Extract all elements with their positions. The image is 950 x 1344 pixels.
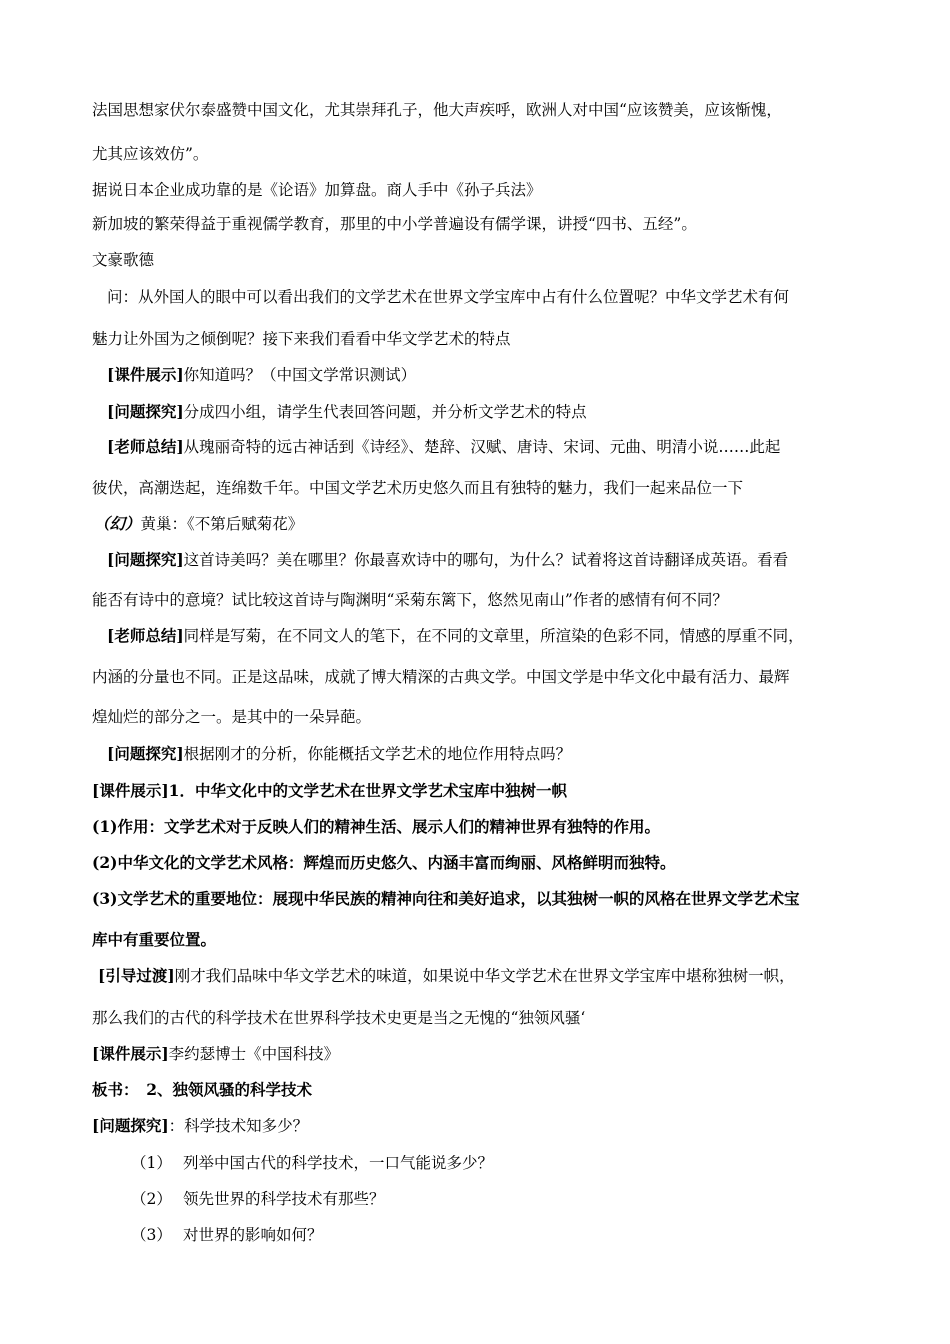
section-tag: [课件展示]: [107, 365, 184, 384]
paragraph-line: 煌灿烂的部分之一。是其中的一朵异葩。: [92, 708, 372, 726]
paragraph-line: 法国思想家伏尔泰盛赞中国文化，尤其崇拜孔子，他大声疾呼，欧洲人对中国“应该赞美，应该惭愧，: [92, 101, 782, 119]
paragraph-line: 彼伏，高潮迭起，连绵数千年。中国文学艺术历史悠久而且有独特的魅力，我们一起来品位一下: [92, 479, 744, 497]
paragraph-line: 板书： 2、独领风骚的科学技术: [92, 1080, 313, 1099]
section-tag: [课件展示]: [92, 781, 169, 800]
paragraph-line: 新加坡的繁荣得益于重视儒学教育，那里的中小学普遍设有儒学课，讲授“四书、五经”。: [92, 215, 697, 233]
paragraph-line: [问题探究]：科学技术知多少？: [92, 1116, 309, 1135]
section-tag: [问题探究]: [107, 550, 184, 569]
paragraph-line: 尤其应该效仿”。: [92, 145, 209, 163]
list-number: （1）: [131, 1154, 172, 1172]
paragraph-line: 库中有重要位置。: [92, 930, 217, 949]
paragraph-line: 文豪歌德: [92, 251, 155, 269]
paragraph-line: 问：从外国人的眼中可以看出我们的文学艺术在世界文学宝库中占有什么位置呢？中华文学艺术有何: [107, 288, 790, 306]
paragraph-line: [问题探究]根据刚才的分析，你能概括文学艺术的地位作用特点吗？: [107, 744, 572, 763]
list-item: （3） 对世界的影响如何？: [131, 1226, 323, 1244]
paragraph-line: 那么我们的古代的科学技术在世界科学技术史更是当之无愧的“独领风骚‘: [92, 1009, 586, 1027]
list-item: （2） 领先世界的科学技术有那些？: [131, 1190, 385, 1208]
paragraph-line: （幻）黄巢：《不第后赋菊花》: [94, 514, 304, 533]
paragraph-line: (2)中华文化的文学艺术风格：辉煌而历史悠久、内涵丰富而绚丽、风格鲜明而独特。: [92, 853, 676, 872]
paragraph-line: [课件展示]1．中华文化中的文学艺术在世界文学艺术宝库中独树一帜: [92, 781, 567, 800]
section-tag: [问题探究]: [107, 744, 184, 763]
section-tag: [老师总结]: [107, 626, 184, 645]
paragraph-line: 据说日本企业成功靠的是《论语》加算盘。商人手中《孙子兵法》: [92, 181, 542, 199]
paragraph-line: 魅力让外国为之倾倒呢？接下来我们看看中华文学艺术的特点: [92, 330, 511, 348]
paragraph-line: (1)作用：文学艺术对于反映人们的精神生活、展示人们的精神世界有独特的作用。: [92, 817, 660, 836]
paragraph-line: [老师总结]从瑰丽奇特的远古神话到《诗经》、楚辞、汉赋、唐诗、宋词、元曲、明清小说……此起: [107, 437, 781, 456]
paragraph-line: [老师总结]同样是写菊，在不同文人的笔下，在不同的文章里，所渲染的色彩不同，情感的厚重不同，: [107, 626, 804, 645]
list-number: （2）: [131, 1190, 172, 1208]
paragraph-line: 能否有诗中的意境？试比较这首诗与陶渊明“采菊东篱下，悠然见南山”作者的感情有何不同？: [92, 591, 728, 609]
section-tag: [引导过渡]: [98, 966, 175, 985]
paragraph-line: 内涵的分量也不同。正是这品味，成就了博大精深的古典文学。中国文学是中华文化中最有活力、最辉: [92, 668, 790, 686]
paragraph-line: [问题探究]分成四小组，请学生代表回答问题，并分析文学艺术的特点: [107, 402, 587, 421]
section-tag: [课件展示]: [92, 1044, 169, 1063]
list-item: （1） 列举中国古代的科学技术，一口气能说多少？: [131, 1154, 494, 1172]
list-number: （3）: [131, 1226, 172, 1244]
section-tag: [问题探究]: [92, 1116, 169, 1135]
paragraph-line: (3)文学艺术的重要地位：展现中华民族的精神向往和美好追求，以其独树一帜的风格在世界文学艺术宝: [92, 889, 800, 908]
paragraph-line: [课件展示]李约瑟博士《中国科技》: [92, 1044, 340, 1063]
paragraph-line: [课件展示]你知道吗？（中国文学常识测试）: [107, 365, 417, 384]
section-tag: （幻）: [94, 514, 141, 533]
paragraph-line: [引导过渡]刚才我们品味中华文学艺术的味道，如果说中华文学艺术在世界文学宝库中堪称独树一帜，: [98, 966, 795, 985]
paragraph-line: [问题探究]这首诗美吗？美在哪里？你最喜欢诗中的哪句，为什么？试着将这首诗翻译成英语。看看: [107, 550, 789, 569]
section-tag: [老师总结]: [107, 437, 184, 456]
section-tag: [问题探究]: [107, 402, 184, 421]
